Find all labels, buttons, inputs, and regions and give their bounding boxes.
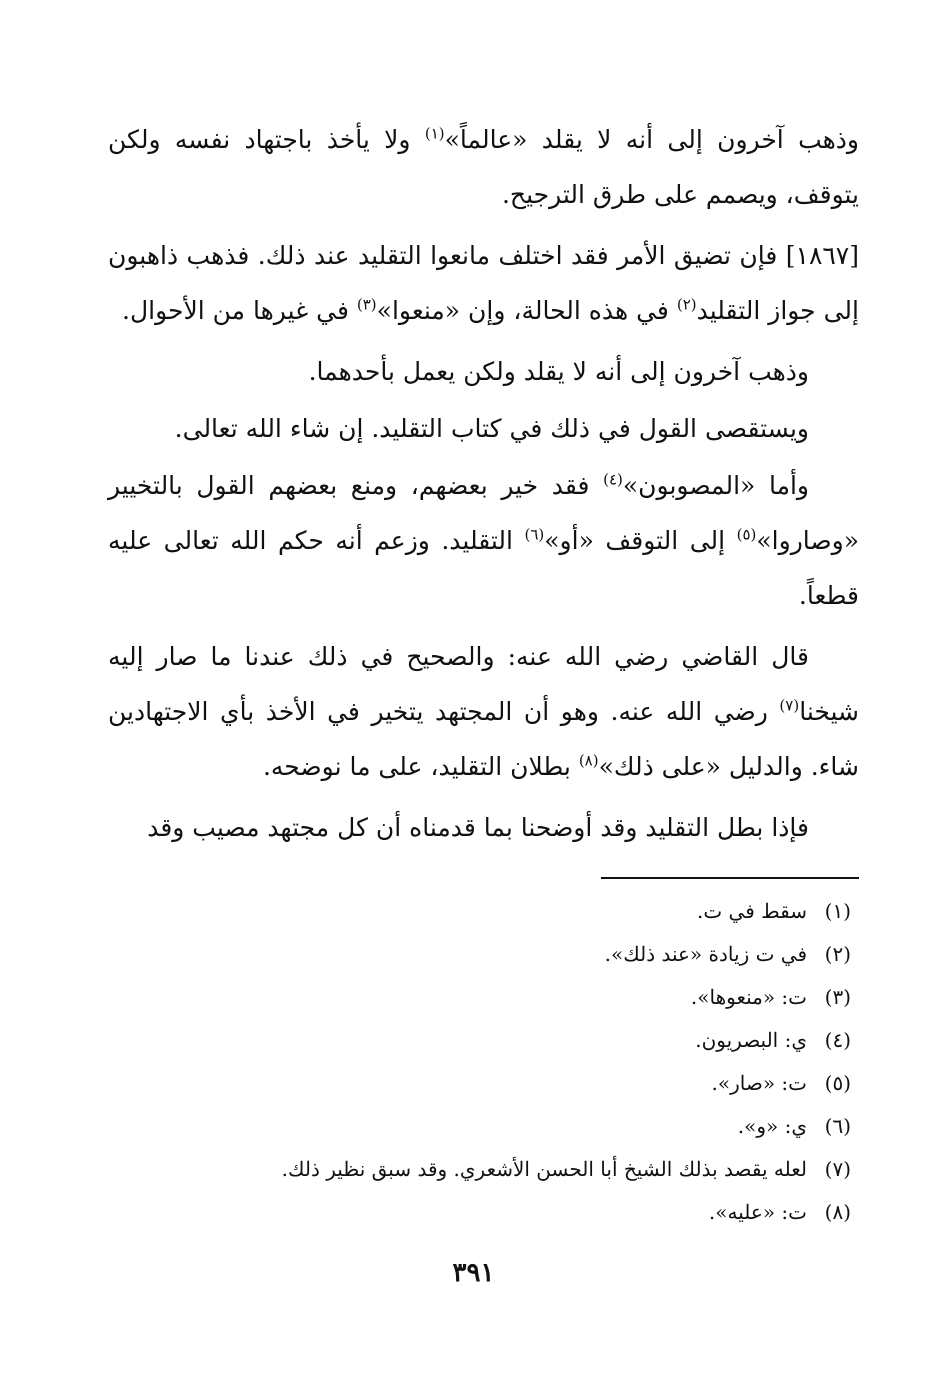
- footnote-ref-6: (٦): [524, 525, 545, 544]
- text-run: وذهب آخرون إلى أنه لا يقلد «عالماً»: [444, 125, 860, 154]
- footnote-number: (٥): [824, 1071, 851, 1095]
- text-run: ولا يأخذ باجتهاد نفسه ولكن يتوقف، ويصمم على طرق الترجيح.: [108, 125, 859, 209]
- footnote-text: ي: البصريون.: [695, 1028, 807, 1052]
- footnotes-list: [108, 890, 851, 1234]
- footnote-7: [108, 1148, 851, 1191]
- footnote-number: (٧): [824, 1157, 851, 1181]
- footnote-text: ت: «منعوها».: [690, 985, 807, 1009]
- text-run: قال القاضي رضي الله عنه: والصحيح في ذلك عندنا ما صار إليه شيخنا: [108, 642, 859, 726]
- footnote-text: في ت زيادة «عند ذلك».: [604, 942, 807, 966]
- paragraph-4: [108, 401, 859, 456]
- footnote-ref-8: (٨): [578, 751, 599, 770]
- footnote-number: (٤): [824, 1028, 851, 1052]
- footnote-text: سقط في ت.: [697, 899, 807, 923]
- text-run: [١٨٦٧] فإن تضيق الأمر فقد اختلف مانعوا التقليد عند ذلك. فذهب ذاهبون إلى جواز التقليد: [108, 241, 859, 325]
- text-run: فإذا بطل التقليد وقد أوضحنا بما قدمناه أن كل مجتهد مصيب وقد: [147, 813, 809, 842]
- footnote-5: [108, 1062, 851, 1105]
- footnote-number: (٦): [824, 1114, 851, 1138]
- footnote-ref-3: (٣): [356, 295, 377, 314]
- paragraph-7: [108, 800, 859, 855]
- footnote-number: (٨): [824, 1200, 851, 1224]
- footnote-8: [108, 1191, 851, 1234]
- footnote-4: [108, 1019, 851, 1062]
- paragraph-1: [108, 112, 859, 222]
- paragraph-6: [108, 629, 859, 794]
- footnote-text: لعله يقصد بذلك الشيخ أبا الحسن الأشعري. وقد سبق نظير ذلك.: [281, 1157, 807, 1181]
- text-run: بطلان التقليد، على ما نوضحه.: [262, 752, 579, 781]
- paragraph-2: [108, 228, 859, 338]
- footnote-3: [108, 976, 851, 1019]
- text-run: فقد خير بعضهم، ومنع بعضهم القول بالتخيير «وصاروا»: [108, 471, 859, 555]
- page-number: ٣٩١: [452, 1258, 495, 1288]
- text-run: في هذه الحالة، وإن «منعوا»: [376, 296, 677, 325]
- footnote-text: ي: «و».: [737, 1114, 807, 1138]
- footnote-number: (٢): [824, 942, 851, 966]
- footnote-number: (١): [824, 899, 851, 923]
- main-text: [108, 112, 859, 861]
- footnote-text: ت: «صار».: [711, 1071, 807, 1095]
- text-run: في غيرها من الأحوال.: [122, 296, 357, 325]
- footnote-ref-1: (١): [424, 124, 445, 143]
- text-run: إلى التوقف «أو»: [544, 526, 737, 555]
- paragraph-5: [108, 458, 859, 623]
- text-run: التقليد. وزعم أنه حكم الله تعالى عليه قطعاً.: [108, 526, 859, 610]
- text-run: وأما «المصوبون»: [622, 471, 809, 500]
- footnote-ref-2: (٢): [676, 295, 697, 314]
- footnote-ref-7: (٧): [779, 696, 800, 715]
- footnote-separator: [601, 877, 859, 879]
- footnote-number: (٣): [824, 985, 851, 1009]
- footnote-ref-5: (٥): [736, 525, 757, 544]
- footnote-ref-4: (٤): [603, 470, 623, 489]
- footnote-6: [108, 1105, 851, 1148]
- text-run: ويستقصى القول في ذلك في كتاب التقليد. إن شاء الله تعالى.: [174, 414, 809, 443]
- footnote-2: [108, 933, 851, 976]
- footnote-text: ت: «عليه».: [708, 1200, 807, 1224]
- footnote-1: [108, 890, 851, 933]
- text-run: رضي الله عنه. وهو أن المجتهد يتخير في الأخذ بأي الاجتهادين شاء. والدليل «على ذلك»: [108, 697, 859, 781]
- paragraph-3: [108, 344, 859, 399]
- text-run: وذهب آخرون إلى أنه لا يقلد ولكن يعمل بأحدهما.: [308, 357, 809, 386]
